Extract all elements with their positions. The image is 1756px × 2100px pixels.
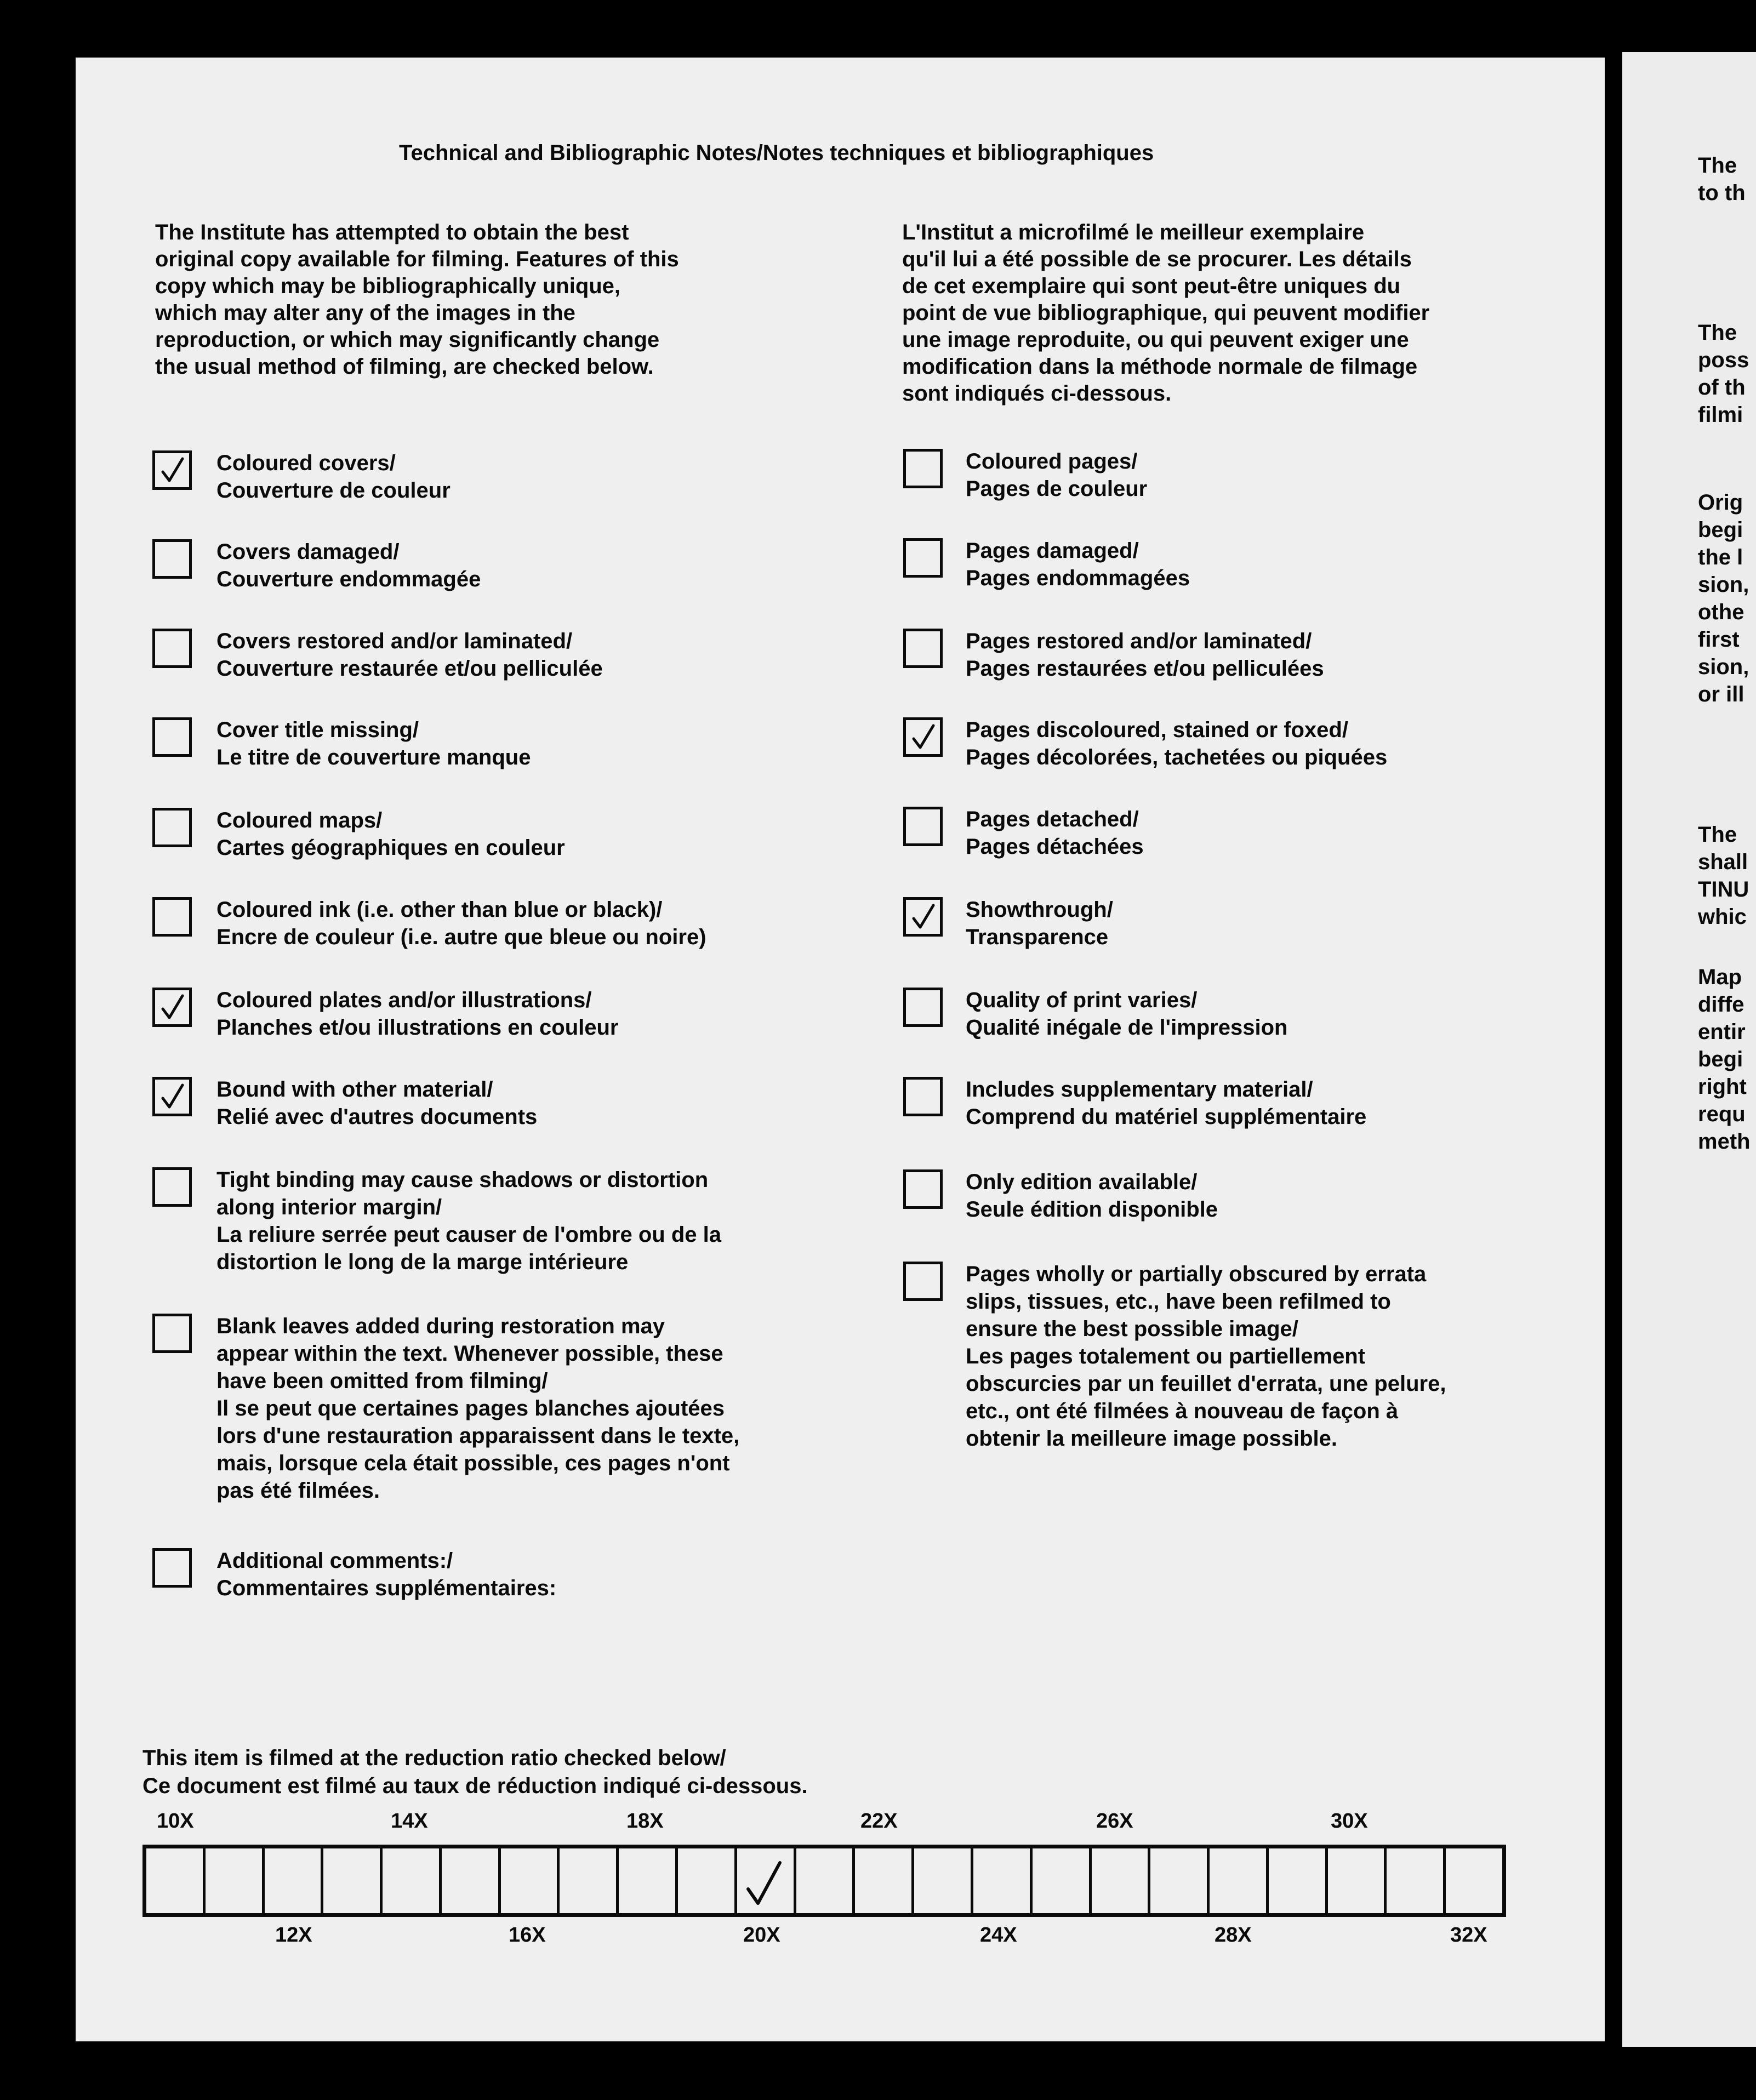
checkbox[interactable] xyxy=(152,1167,192,1207)
checklist-item-line: Coloured covers/ xyxy=(216,451,396,475)
checkbox[interactable] xyxy=(152,450,192,490)
checkmark-icon xyxy=(906,720,940,754)
checklist-item-line: Coloured plates and/or illustrations/ xyxy=(216,988,592,1012)
adjacent-text-fragment: first xyxy=(1698,627,1740,652)
checkbox[interactable] xyxy=(903,1262,943,1301)
checklist-item-line: Seule édition disponible xyxy=(966,1197,1218,1222)
checkbox[interactable] xyxy=(903,897,943,937)
checklist-item xyxy=(216,449,451,504)
adjacent-text-fragment: poss xyxy=(1698,348,1749,372)
intro-en-line: the usual method of filming, are checked below. xyxy=(155,355,654,379)
ratio-cell[interactable] xyxy=(1269,1848,1328,1913)
checklist-item-line: pas été filmées. xyxy=(216,1479,380,1503)
checklist-item-line: Coloured pages/ xyxy=(966,449,1138,473)
checklist-item-line: La reliure serrée peut causer de l'ombre ou de la xyxy=(216,1223,721,1247)
checklist-item xyxy=(966,537,1190,592)
checklist-item xyxy=(966,1260,1446,1452)
adjacent-text-fragment: meth xyxy=(1698,1129,1751,1154)
checkbox[interactable] xyxy=(152,629,192,668)
checklist-item-line: Bound with other material/ xyxy=(216,1077,493,1102)
checkmark-icon xyxy=(155,1080,189,1114)
ratio-cell[interactable] xyxy=(796,1848,856,1913)
intro-fr-line: L'Institut a microfilmé le meilleur exemplaire xyxy=(902,220,1365,244)
reduction-ratio-grid xyxy=(142,1845,1506,1917)
checklist-item-line: Il se peut que certaines pages blanches ajoutées xyxy=(216,1396,725,1420)
checklist-item-line: Planches et/ou illustrations en couleur xyxy=(216,1015,619,1040)
checkbox[interactable] xyxy=(903,988,943,1027)
checklist-item-line: Le titre de couverture manque xyxy=(216,745,531,769)
intro-en-line: reproduction, or which may significantly change xyxy=(155,328,660,352)
ratio-label: 32X xyxy=(1450,1924,1487,1947)
checklist-item xyxy=(966,986,1287,1041)
ratio-label: 28X xyxy=(1215,1924,1252,1947)
ratio-cell[interactable] xyxy=(914,1848,973,1913)
intro-english xyxy=(155,219,679,380)
checkbox[interactable] xyxy=(903,1169,943,1209)
checklist-item xyxy=(216,896,706,951)
checklist-item-line: Additional comments:/ xyxy=(216,1549,453,1573)
ratio-cell[interactable] xyxy=(265,1848,324,1913)
checklist-item xyxy=(216,627,603,682)
checklist-item-line: Only edition available/ xyxy=(966,1170,1198,1194)
intro-en-line: The Institute has attempted to obtain the best xyxy=(155,220,629,244)
adjacent-text-fragment: Map xyxy=(1698,965,1742,989)
checkmark-icon xyxy=(155,990,189,1024)
adjacent-text-fragment: requ xyxy=(1698,1102,1746,1126)
checklist-item-line: obtenir la meilleure image possible. xyxy=(966,1426,1337,1451)
checklist-item-line: Cartes géographiques en couleur xyxy=(216,836,565,860)
ratio-label: 22X xyxy=(860,1810,898,1833)
checkbox[interactable] xyxy=(903,538,943,578)
adjacent-text-fragment: begi xyxy=(1698,518,1743,542)
checkbox[interactable] xyxy=(152,1314,192,1353)
adjacent-text-fragment: sion, xyxy=(1698,573,1749,597)
intro-en-line: which may alter any of the images in the xyxy=(155,301,575,325)
checklist-item-line: Pages restaurées et/ou pelliculées xyxy=(966,657,1324,681)
checklist-item-line: Couverture de couleur xyxy=(216,478,451,503)
checkmark-icon xyxy=(155,453,189,487)
checklist-item-line: Relié avec d'autres documents xyxy=(216,1105,538,1129)
adjacent-text-fragment: begi xyxy=(1698,1047,1743,1071)
checklist-item-line: obscurcies par un feuillet d'errata, une pelure, xyxy=(966,1372,1446,1396)
checklist-item xyxy=(216,807,565,861)
adjacent-text-fragment: entir xyxy=(1698,1020,1746,1044)
ratio-cell[interactable] xyxy=(206,1848,265,1913)
checklist-item-line: lors d'une restauration apparaissent dans le texte, xyxy=(216,1424,740,1448)
adjacent-text-fragment: or ill xyxy=(1698,682,1744,706)
ratio-cell[interactable] xyxy=(1092,1848,1151,1913)
intro-fr-line: de cet exemplaire qui sont peut-être uniques du xyxy=(902,274,1401,298)
ratio-cell[interactable] xyxy=(560,1848,619,1913)
ratio-cell[interactable] xyxy=(1210,1848,1269,1913)
checklist-item xyxy=(966,1168,1218,1223)
ratio-cell[interactable] xyxy=(1387,1848,1446,1913)
checkbox[interactable] xyxy=(152,539,192,579)
ratio-cell[interactable] xyxy=(619,1848,678,1913)
checkbox[interactable] xyxy=(903,717,943,757)
checklist-item-line: Quality of print varies/ xyxy=(966,988,1198,1012)
ratio-cell[interactable] xyxy=(383,1848,442,1913)
page-title: Technical and Bibliographic Notes/Notes techniques et bibliographiques xyxy=(399,141,1154,165)
checklist-item-line: Les pages totalement ou partiellement xyxy=(966,1344,1366,1368)
checklist-item-line: Pages décolorées, tachetées ou piquées xyxy=(966,745,1388,769)
checkbox[interactable] xyxy=(152,988,192,1027)
checklist-item-line: appear within the text. Whenever possible, these xyxy=(216,1342,723,1366)
checklist-item xyxy=(216,716,531,771)
checklist-item-line: Coloured maps/ xyxy=(216,808,383,832)
checklist-item-line: Covers damaged/ xyxy=(216,540,400,564)
intro-fr-line: qu'il lui a été possible de se procurer. Les détails xyxy=(902,247,1412,271)
adjacent-text-fragment: The xyxy=(1698,321,1737,345)
ratio-label: 26X xyxy=(1096,1810,1133,1833)
adjacent-text-fragment: of th xyxy=(1698,375,1746,400)
checklist-item-line: Pages wholly or partially obscured by errata xyxy=(966,1262,1427,1286)
intro-fr-line: point de vue bibliographique, qui peuvent modifier xyxy=(902,301,1430,325)
checklist-item xyxy=(966,627,1324,682)
checklist-item-line: Pages detached/ xyxy=(966,807,1139,831)
checklist-item-line: Pages restored and/or laminated/ xyxy=(966,629,1312,653)
adjacent-text-fragment: shall xyxy=(1698,850,1748,874)
checklist-item-line: Tight binding may cause shadows or distortion xyxy=(216,1168,709,1192)
reduction-note-fr: Ce document est filmé au taux de réduction indiqué ci-dessous. xyxy=(142,1774,808,1798)
checklist-item xyxy=(216,538,481,593)
checklist-item xyxy=(966,896,1113,951)
checklist-item-line: distortion le long de la marge intérieure xyxy=(216,1250,629,1274)
intro-fr-line: modification dans la méthode normale de filmage xyxy=(902,355,1418,379)
ratio-label: 24X xyxy=(980,1924,1017,1947)
checklist-item-line: Comprend du matériel supplémentaire xyxy=(966,1105,1367,1129)
adjacent-text-fragment: sion, xyxy=(1698,655,1749,679)
checklist-item xyxy=(216,1312,739,1504)
ratio-label: 18X xyxy=(626,1810,664,1833)
checklist-item-line: slips, tissues, etc., have been refilmed to xyxy=(966,1289,1391,1314)
checklist-item xyxy=(966,448,1147,503)
adjacent-text-fragment: The xyxy=(1698,153,1737,178)
adjacent-text-fragment: othe xyxy=(1698,600,1744,624)
checkbox[interactable] xyxy=(152,717,192,757)
checklist-item xyxy=(216,986,619,1041)
checklist-item-line: Commentaires supplémentaires: xyxy=(216,1576,557,1600)
checklist-item-line: Pages de couleur xyxy=(966,477,1148,501)
checklist-item xyxy=(216,1166,721,1276)
checklist-item-line: Pages damaged/ xyxy=(966,539,1139,563)
adjacent-text-fragment: whic xyxy=(1698,905,1747,929)
checklist-item-line: Covers restored and/or laminated/ xyxy=(216,629,573,653)
checklist-item xyxy=(966,1076,1366,1131)
ratio-cell[interactable] xyxy=(737,1848,796,1913)
checkbox[interactable] xyxy=(903,629,943,668)
checklist-item-line: mais, lorsque cela était possible, ces pages n'ont xyxy=(216,1451,730,1475)
adjacent-page-edge xyxy=(1622,52,1756,2047)
checklist-item-line: along interior margin/ xyxy=(216,1195,442,1219)
adjacent-text-fragment: diffe xyxy=(1698,992,1744,1017)
ratio-label: 14X xyxy=(391,1810,428,1833)
ratio-label: 12X xyxy=(275,1924,312,1947)
checklist-item-line: Couverture restaurée et/ou pelliculée xyxy=(216,657,603,681)
checkbox[interactable] xyxy=(152,1548,192,1588)
checklist-item-line: Includes supplementary material/ xyxy=(966,1077,1313,1102)
ratio-cell[interactable] xyxy=(855,1848,914,1913)
reduction-note-en: This item is filmed at the reduction ratio checked below/ xyxy=(142,1746,726,1770)
checklist-item-line: etc., ont été filmées à nouveau de façon à xyxy=(966,1399,1399,1423)
checklist-item-line: Showthrough/ xyxy=(966,898,1113,922)
checklist-item-line: have been omitted from filming/ xyxy=(216,1369,548,1393)
notes-page xyxy=(76,58,1605,2041)
checklist-item-line: Couverture endommagée xyxy=(216,567,481,591)
intro-fr-line: une image reproduite, ou qui peuvent exiger une xyxy=(902,328,1409,352)
checklist-item xyxy=(966,716,1387,771)
ratio-cell[interactable] xyxy=(1033,1848,1092,1913)
checklist-item-line: Transparence xyxy=(966,925,1109,949)
ratio-cell[interactable] xyxy=(442,1848,501,1913)
ratio-cell[interactable] xyxy=(1150,1848,1210,1913)
checklist-item-line: Encre de couleur (i.e. autre que bleue ou noire) xyxy=(216,925,706,949)
checkbox[interactable] xyxy=(903,449,943,488)
ratio-cell[interactable] xyxy=(678,1848,737,1913)
adjacent-text-fragment: the l xyxy=(1698,545,1743,569)
ratio-cell[interactable] xyxy=(973,1848,1033,1913)
checkbox[interactable] xyxy=(152,1077,192,1116)
intro-en-line: copy which may be bibliographically unique, xyxy=(155,274,621,298)
adjacent-text-fragment: Orig xyxy=(1698,490,1743,515)
intro-fr-line: sont indiqués ci-dessous. xyxy=(902,381,1172,406)
adjacent-text-fragment: filmi xyxy=(1698,403,1743,427)
intro-french xyxy=(902,219,1429,407)
checkmark-icon xyxy=(906,900,940,934)
checklist-item-line: Pages endommagées xyxy=(966,566,1190,590)
ratio-cell[interactable] xyxy=(1328,1848,1387,1913)
checklist-item-line: Qualité inégale de l'impression xyxy=(966,1015,1288,1040)
checkbox[interactable] xyxy=(152,897,192,937)
adjacent-text-fragment: The xyxy=(1698,823,1737,847)
checklist-item-line: Pages détachées xyxy=(966,835,1144,859)
adjacent-text-fragment: right xyxy=(1698,1075,1747,1099)
ratio-cell[interactable] xyxy=(1446,1848,1502,1913)
intro-en-line: original copy available for filming. Features of this xyxy=(155,247,679,271)
ratio-cell[interactable] xyxy=(323,1848,383,1913)
checklist-item-line: Pages discoloured, stained or foxed/ xyxy=(966,718,1348,742)
checkbox[interactable] xyxy=(152,808,192,847)
checklist-item-line: Cover title missing/ xyxy=(216,718,419,742)
adjacent-text-fragment: TINU xyxy=(1698,877,1749,901)
checkbox[interactable] xyxy=(903,1077,943,1116)
checklist-item-line: Coloured ink (i.e. other than blue or black)/ xyxy=(216,898,663,922)
ratio-label: 16X xyxy=(509,1924,546,1947)
checklist-item xyxy=(216,1076,537,1131)
ratio-label: 10X xyxy=(157,1810,194,1833)
checklist-item xyxy=(216,1547,556,1602)
ratio-cell[interactable] xyxy=(146,1848,206,1913)
checklist-item-line: Blank leaves added during restoration may xyxy=(216,1314,665,1338)
checklist-item xyxy=(966,806,1144,860)
ratio-cell[interactable] xyxy=(501,1848,560,1913)
checklist-item-line: ensure the best possible image/ xyxy=(966,1317,1298,1341)
ratio-label: 30X xyxy=(1331,1810,1368,1833)
ratio-label: 20X xyxy=(743,1924,780,1947)
checkbox[interactable] xyxy=(903,807,943,846)
adjacent-text-fragment: to th xyxy=(1698,181,1746,205)
